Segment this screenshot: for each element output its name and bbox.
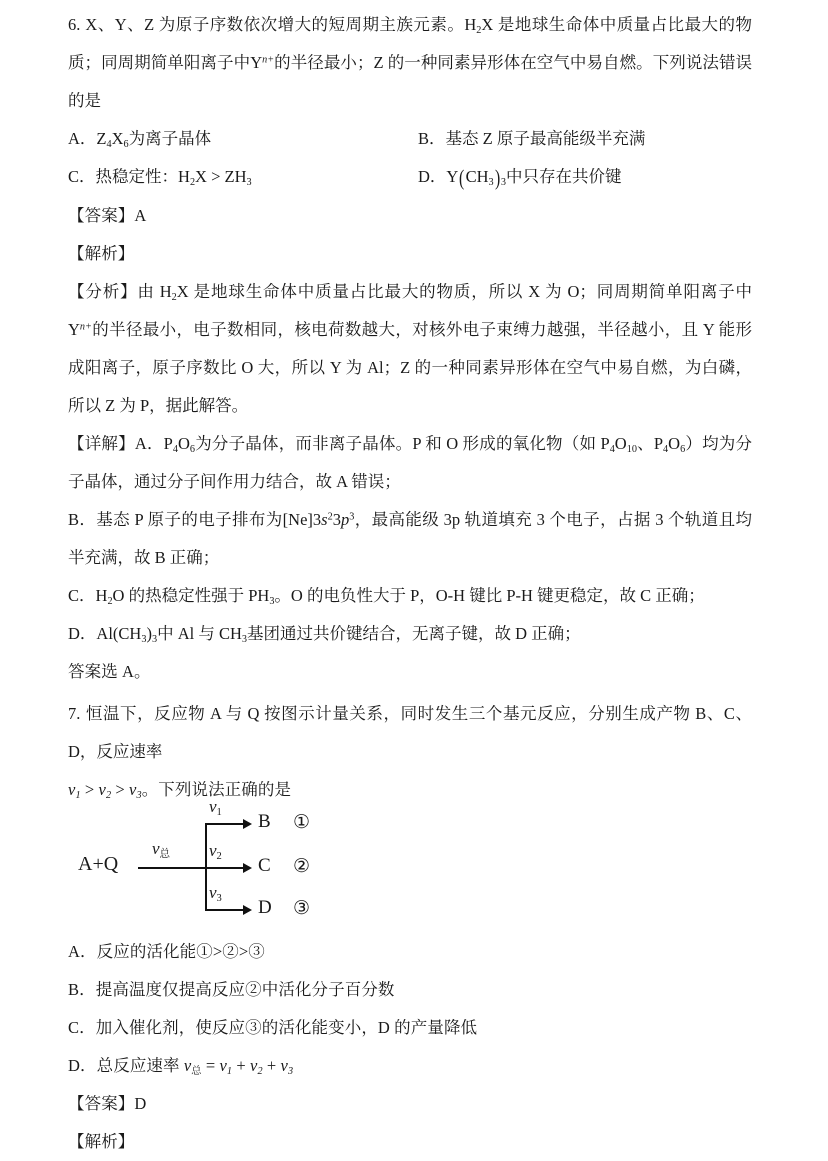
answer-value: D <box>134 1093 147 1113</box>
formula-p4o6: $P_4O_6$ <box>163 433 195 455</box>
scheme-branch3-arrowhead <box>243 905 252 915</box>
formula-z4x6: $Z_4X_6$ <box>96 129 129 150</box>
scheme-branch2-line <box>205 867 243 869</box>
answer-label: 【答案】 <box>68 1093 135 1113</box>
scheme-main-line <box>138 867 206 869</box>
fenxi-label: 【分析】 <box>68 281 138 301</box>
scheme-branch3-product: D <box>258 896 272 918</box>
question6-xiangjie-a: 【详解】A．$P_4O_6$为分子晶体，而非离子晶体。P 和 O 形成的氧化物（如 $P_4O_{10}$、$P_4O_6$）均为分子晶体，通过分子间作用力结合，故 A 错误； <box>68 433 752 491</box>
question6-fenxi: 【分析】由 $H_2X$ 是地球生命体中质量占比最大的物质，所以 X 为 O；同周期简单阳离子中 $Y^{n+}$的半径最小，电子数相同，核电荷数越大，对核外电子束缚力越强，半径越小，且 Y 能形成阳离子，原子序数比 O 大，所以 Y 为 Al；Z 的一种同素异形体在空气中易自燃，为白磷，所以 Z 为 P，据此解答。 <box>68 281 753 415</box>
question6-stem-text-c: 简单阳离子中 <box>150 53 251 72</box>
question7-option-c: C．加入催化剂，使反应③的活化能变小，D 的产量降低 <box>68 1017 478 1037</box>
question7-option-b: B．提高温度仅提高反应②中活化分子百分数 <box>68 979 395 999</box>
question7-stem <box>68 695 752 771</box>
scheme-reactant-label: A+Q <box>78 852 119 875</box>
question6-option-b <box>418 120 750 158</box>
scheme-branch3-rate-label: $v_3$ <box>209 882 222 904</box>
reaction-scheme-diagram <box>78 796 378 927</box>
question6-final-answer-line: 答案选 A。 <box>68 661 151 681</box>
option-c-label: 热稳定性： <box>95 167 179 186</box>
question6-options-row-2 <box>68 158 750 197</box>
question6-xiangjie-b: B．基态 P 原子的电子排布为$[Ne]3s^23p^3$，最高能级 3p 轨道填充 3 个电子，占据 3 个轨道且均半充满，故 B 正确； <box>68 509 753 567</box>
answer-label: 【答案】 <box>68 205 135 225</box>
scheme-branch2-rate-label: $v_2$ <box>209 840 222 862</box>
option-d-tag: D． <box>418 167 447 186</box>
option-b-tag: B． <box>418 129 446 148</box>
question6-answer <box>68 197 750 235</box>
formula-h2x: $H_2X$ <box>464 15 494 36</box>
formula-y-ch3-3: $Y(CH_3)_3$ <box>446 165 506 190</box>
option-d-text: 中只存在共价键 <box>505 167 622 186</box>
xiangjie-label: 【详解】 <box>68 433 135 453</box>
option-a-tag: A． <box>68 129 97 148</box>
question6-number: 6. <box>68 15 81 34</box>
option-c-tag: C． <box>68 167 96 186</box>
option-a-text: 为离子晶体 <box>128 129 212 148</box>
scheme-total-rate-label: $v_总$ <box>152 838 171 860</box>
question7-answer <box>68 1085 750 1123</box>
question7-option-d: D．总反应速率 $v_总 = v_1 + v_2 + v_3$ <box>68 1055 294 1077</box>
scheme-branch2-arrowhead <box>243 863 252 873</box>
question7-analysis-label: 【解析】 <box>68 1131 135 1151</box>
question6-xiangjie-d: D．$Al(CH_3)_3$中 Al 与 $CH_3$基团通过共价键结合，无离子键，故 D 正确； <box>68 623 581 645</box>
question6-option-d <box>418 158 750 197</box>
scheme-branch1-product: B <box>258 810 271 832</box>
scheme-branch2-circled-number: ② <box>293 855 311 877</box>
scheme-branch1-rate-label: $v_1$ <box>209 796 222 818</box>
question6-stem-text-b: 是地球生命体中质量占比最大的物质；同周期 <box>68 15 753 72</box>
formula-y-nplus: $Y^{n+}$ <box>250 53 275 72</box>
scheme-branch1-circled-number: ① <box>293 811 311 833</box>
question7-number: 7. <box>68 703 81 723</box>
question6-stem <box>68 6 752 120</box>
scheme-branch1-line <box>205 823 243 825</box>
question6-options-row-1 <box>68 120 750 158</box>
question6-option-c <box>68 158 418 197</box>
question6-xiangjie-c: C．$H_2O$ 的热稳定性强于 $PH_3$。O 的电负性大于 P，O-H 键比 P-H 键更稳定，故 C 正确； <box>68 585 705 607</box>
scheme-branch1-arrowhead <box>243 819 252 829</box>
option-b-text: 基态 Z 原子最高能级半充满 <box>445 129 646 148</box>
question7-stem-line2: $v_1 > v_2 > v_3$。下列说法正确的是 <box>68 779 292 801</box>
question6-stem-text-a: X、Y、Z 为原子序数依次增大的短周期主族元素。 <box>85 15 465 34</box>
question7-option-a: A．反应的活化能①>②>③ <box>68 941 265 961</box>
question6-analysis-label: 【解析】 <box>68 243 135 263</box>
answer-value: A <box>134 205 147 225</box>
question7-stem-text: 恒温下，反应物 A 与 Q 按图示计量关系，同时发生三个基元反应，分别生成产物 B、C、D，反应速率 <box>68 703 752 761</box>
question6-stem-text-d: 的半径最小；Z 的一种同素异形体在空气中易自燃。下列说法错误的是 <box>68 53 753 110</box>
formula-h2x-gt-zh3: $H_2X > ZH_3$ <box>178 167 252 188</box>
scheme-branch3-circled-number: ③ <box>293 897 311 919</box>
scheme-branch2-product: C <box>258 854 271 876</box>
scheme-branch3-line <box>205 909 243 911</box>
question6-option-a <box>68 120 418 158</box>
